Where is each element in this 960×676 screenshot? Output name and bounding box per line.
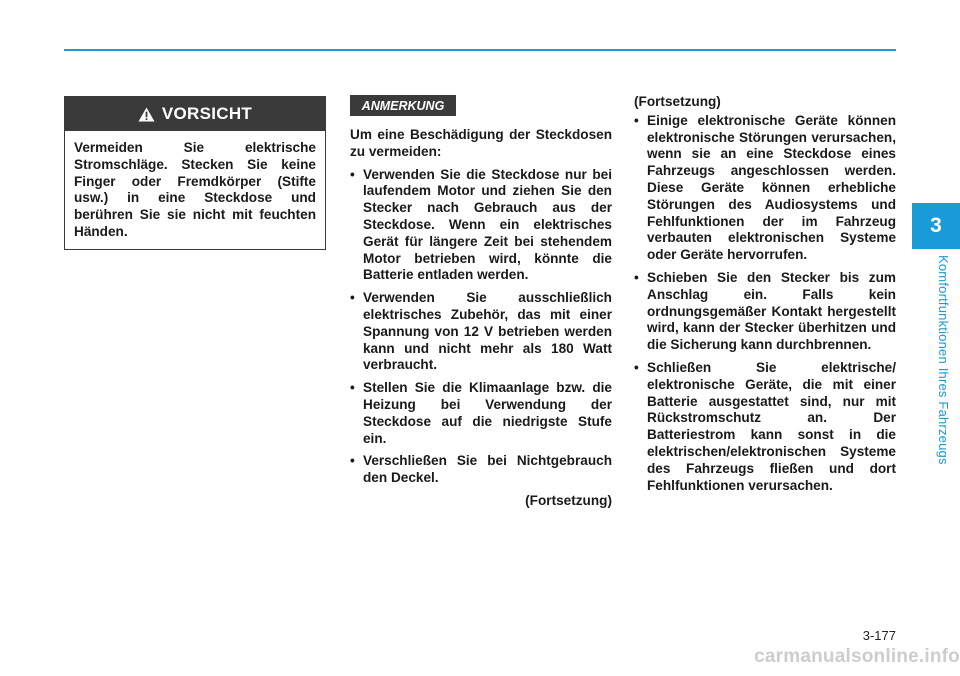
note-label: ANMERKUNG [350, 95, 456, 116]
list-item: • Verschließen Sie bei Nichtgebrauch den Deckel. [350, 453, 612, 487]
page-number: 3-177 [862, 628, 896, 643]
note-intro: Um eine Beschädigung der Steckdosen zu vermeiden: [350, 127, 612, 159]
header-rule [64, 49, 896, 51]
watermark: carmanualsonline.info [754, 646, 960, 667]
continuation-intro: (Fortsetzung) [634, 94, 721, 109]
continuation-list [634, 113, 896, 495]
chapter-number: 3 [930, 214, 942, 237]
list-item: • Einige elektronische Geräte können elektronische Störungen verursachen, wenn sie an eine Steckdose eines Fahrzeugs angeschlossen werden. Diese Geräte können erhebliche Störungen des Audiosystems und Fehlfunktionen der im Fahrzeug verbauten elektronischen Systeme oder Geräte hervorrufen. [634, 113, 896, 264]
note-column [350, 127, 612, 510]
list-item: • Schieben Sie den Stecker bis zum Anschlag ein. Falls kein ordnungsgemäßer Kontakt hergestellt wird, kann der Stecker überhitzen und die Sicherung kann durchbrennen. [634, 270, 896, 354]
caution-box [64, 96, 326, 250]
caution-title: VORSICHT [161, 104, 253, 123]
list-item: • Stellen Sie die Klimaanlage bzw. die Heizung bei Verwendung der Steckdose auf die niedrigste Stufe ein. [350, 380, 612, 447]
note-list [350, 167, 612, 487]
caution-header [65, 97, 325, 131]
chapter-title: Komfortfunktionen Ihres Fahrzeugs [936, 255, 951, 465]
warning-triangle-icon [138, 107, 155, 122]
continued-label: (Fortsetzung) [525, 492, 612, 508]
list-item: • Verwenden Sie ausschließlich elektrisches Zubehör, das mit einer Spannung von 12 V betrieben werden kann und nicht mehr als 180 Watt verbraucht. [350, 290, 612, 374]
chapter-tab [912, 203, 960, 249]
list-item: • Verwenden Sie die Steckdose nur bei laufendem Motor und ziehen Sie den Stecker nach Gebrauch aus der Steckdose. Wenn ein elektrisches Gerät für längere Zeit bei stehendem Motor betrieben wird, könnte die Batterie entladen werden. [350, 167, 612, 285]
caution-text: Vermeiden Sie elektrische Stromschläge. Stecken Sie keine Finger oder Fremdkörper (Stifte usw.) in eine Steckdose und berühren Sie sie nicht mit feuchten Händen. [74, 140, 316, 239]
continuation-column [634, 94, 896, 500]
list-item: • Schließen Sie elektrische/ elektronische Geräte, die mit einer Batterie ausgestattet sind, nur mit Rückstromschutz an. Der Batteriestrom kann sonst in die elektrischen/elektronischen Systeme des Fahrzeugs fließen und dort Fehlfunktionen verursachen. [634, 360, 896, 494]
